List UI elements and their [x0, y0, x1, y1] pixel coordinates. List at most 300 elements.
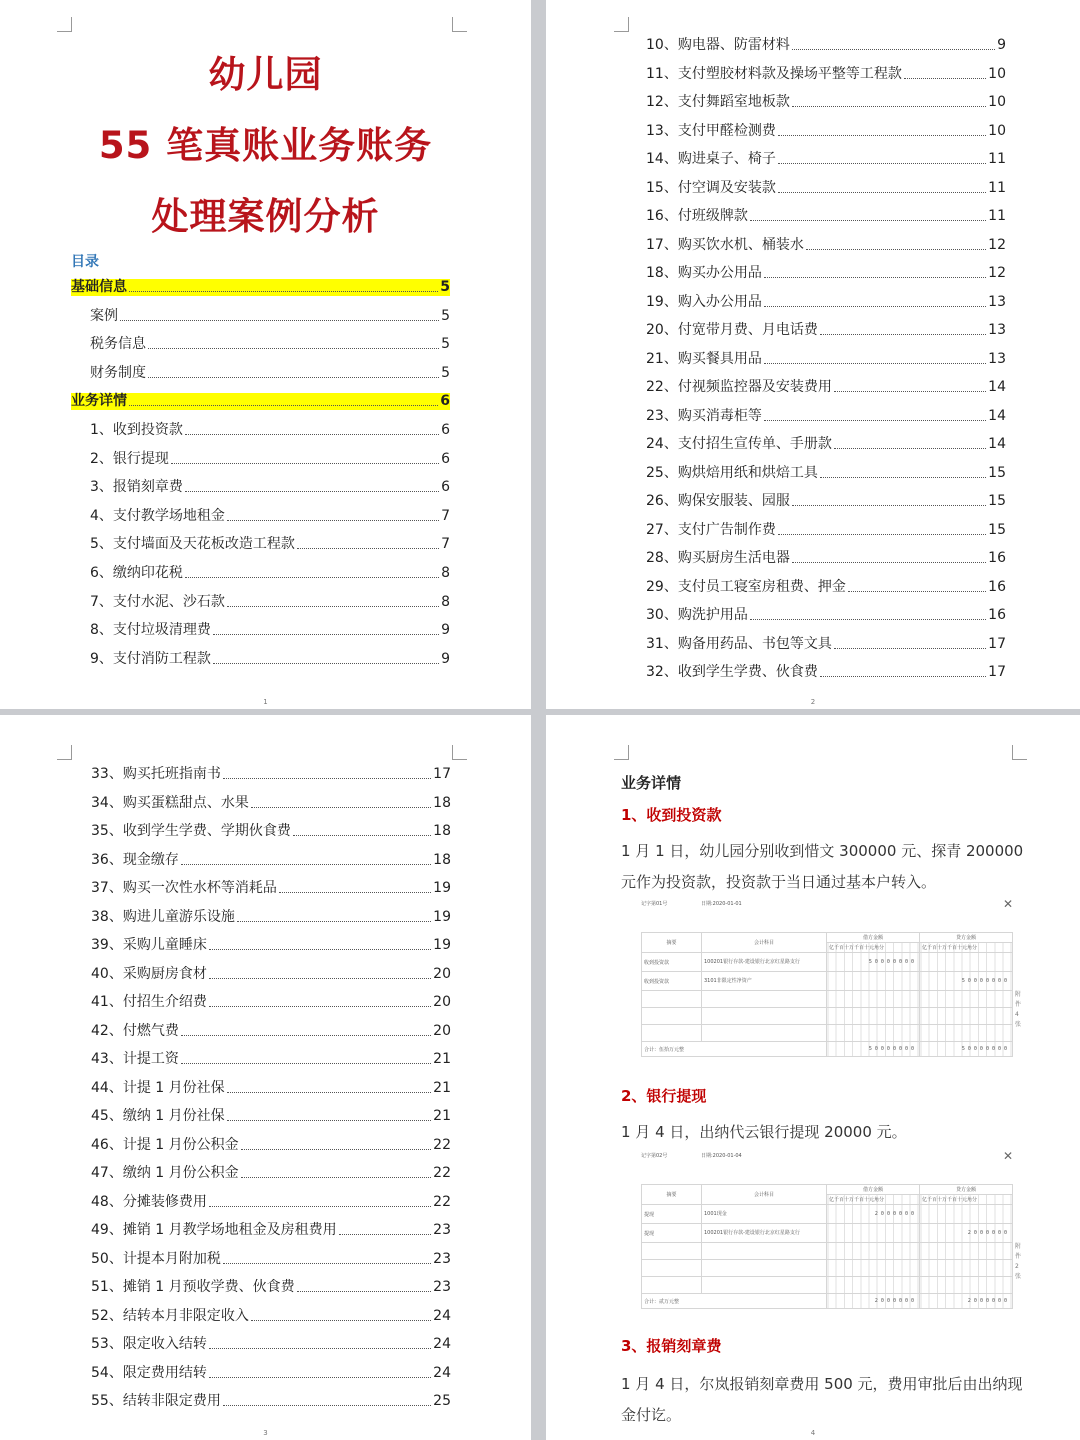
toc-dot-leader [227, 520, 439, 521]
toc-dot-leader [171, 463, 439, 464]
toc-dot-leader [764, 277, 986, 278]
section-paragraph [621, 1117, 1041, 1148]
toc-dot-leader [251, 1320, 431, 1321]
toc-dot-leader [792, 562, 986, 563]
toc-entry-page-number: 24 [433, 1364, 451, 1381]
voucher-blank-cell [920, 1260, 1013, 1277]
toc-entry-title: 7、支付水泥、沙石款 [90, 593, 225, 610]
voucher-summary: 收到投资款 [642, 953, 702, 972]
toc-entry[interactable] [90, 308, 450, 325]
toc-entry-title: 1、收到投资款 [90, 422, 183, 438]
toc-dot-leader [904, 78, 986, 79]
voucher-debit [827, 972, 920, 991]
page-corner-mark [57, 745, 72, 760]
toc-entry[interactable] [91, 1023, 451, 1040]
toc-dot-leader [227, 1120, 432, 1121]
toc-dot-leader [209, 1348, 431, 1349]
voucher-blank-cell [827, 1277, 920, 1294]
close-icon[interactable]: ✕ [1002, 1149, 1013, 1163]
toc-entry-title: 15、付空调及安装款 [646, 179, 776, 196]
toc-entry-page-number: 22 [433, 1193, 451, 1210]
toc-entry-title: 21、购买餐具用品 [646, 350, 762, 367]
voucher-total-row [642, 1294, 1013, 1309]
toc-entry-title: 31、购备用药品、书包等文具 [646, 635, 832, 652]
page-corner-mark [57, 17, 72, 32]
debit-digit-header: 亿千百十万千百十元角分 [827, 1195, 920, 1205]
toc-entry-title: 51、摊销 1 月预收学费、伙食费 [91, 1279, 295, 1295]
toc-entry-page-number: 9 [997, 37, 1006, 53]
voucher-blank-cell [702, 1277, 827, 1294]
voucher-row [642, 953, 1013, 972]
toc-entry-title: 49、摊销 1 月教学场地租金及房租费用 [91, 1222, 337, 1238]
voucher-blank-cell [920, 1025, 1013, 1042]
toc-dot-leader [185, 491, 439, 492]
toc-entry[interactable] [646, 208, 1006, 225]
credit-digit-header: 亿千百十万千百十元角分 [920, 1195, 1013, 1205]
toc-entry[interactable] [646, 408, 1006, 425]
toc-dot-leader [834, 448, 986, 449]
toc-entry[interactable] [91, 937, 451, 954]
voucher-blank-cell [920, 1277, 1013, 1294]
toc-entry-title: 22、付视频监控器及安装费用 [646, 379, 832, 395]
toc-entry-title: 42、付燃气费 [91, 1022, 179, 1039]
toc-entry-title: 3、报销刻章费 [90, 479, 183, 496]
toc-entry-page-number: 7 [441, 536, 450, 553]
voucher-debit [827, 1224, 920, 1243]
toc-entry[interactable] [646, 550, 1006, 567]
voucher-account: 1001现金 [702, 1205, 827, 1224]
toc-entry[interactable] [646, 379, 1006, 396]
toc-entry-page-number: 22 [433, 1136, 451, 1153]
toc-dot-leader [181, 864, 431, 865]
toc-entry[interactable] [91, 1393, 451, 1410]
voucher-header [641, 1149, 1013, 1164]
toc-entry[interactable] [90, 651, 450, 668]
toc-entry-page-number: 11 [988, 208, 1006, 224]
toc-entry-title: 40、采购厨房食材 [91, 965, 207, 982]
toc-entry[interactable] [91, 966, 451, 983]
toc-dot-leader [778, 534, 986, 535]
toc-entry-page-number: 11 [988, 179, 1006, 196]
toc-dot-leader [820, 334, 986, 335]
page-corner-mark [614, 17, 629, 32]
voucher-account: 100201银行存款-建设银行北京红星路支行 [702, 1224, 827, 1243]
voucher-header [641, 897, 1013, 912]
toc-entry-page-number: 15 [988, 521, 1006, 538]
toc-dot-leader [820, 477, 986, 478]
section-paragraph [621, 836, 1041, 898]
toc-entry-page-number: 16 [988, 607, 1006, 623]
voucher-total-row [642, 1042, 1013, 1057]
toc-label: 目录 [71, 254, 99, 270]
page-number: 3 [263, 1429, 268, 1437]
column-summary: 摘要 [642, 933, 702, 953]
toc-entry-title: 13、支付甲醛检测费 [646, 122, 776, 139]
document-page-4 [546, 715, 1080, 1440]
toc-entry[interactable] [91, 823, 451, 840]
voucher-blank-cell [642, 1025, 702, 1042]
accounting-voucher [641, 1149, 1022, 1312]
toc-entry-page-number: 24 [433, 1307, 451, 1324]
toc-entry-page-number: 20 [433, 1022, 451, 1039]
credit-digit-header: 亿千百十万千百十元角分 [920, 943, 1013, 953]
toc-dot-leader [129, 405, 438, 406]
toc-entry-title: 35、收到学生学费、学期伙食费 [91, 823, 291, 839]
toc-entry-page-number: 20 [433, 994, 451, 1010]
toc-dot-leader [792, 106, 986, 107]
toc-entry-page-number: 19 [433, 937, 451, 953]
toc-entry[interactable] [90, 536, 450, 553]
section-title: 1、收到投资款 [621, 806, 722, 824]
toc-entry-page-number: 6 [441, 450, 450, 467]
toc-entry-page-number: 5 [441, 364, 450, 381]
toc-entry-page-number: 16 [988, 550, 1006, 566]
voucher-attachment-count: 附件4张 [1015, 991, 1022, 1028]
toc-entry[interactable] [90, 365, 450, 382]
toc-entry[interactable] [646, 436, 1006, 453]
toc-dot-leader [148, 348, 439, 349]
toc-entry-page-number: 18 [433, 823, 451, 839]
voucher-total-credit: 50000000 [920, 1042, 1013, 1057]
toc-entry-title: 17、购买饮水机、桶装水 [646, 236, 804, 253]
toc-dot-leader [764, 363, 986, 364]
toc-entry-page-number: 12 [988, 265, 1006, 281]
toc-entry[interactable] [91, 1308, 451, 1325]
toc-entry-title: 8、支付垃圾清理费 [90, 622, 211, 639]
toc-entry-page-number: 16 [988, 578, 1006, 595]
toc-entry-title: 33、购买托班指南书 [91, 766, 221, 782]
toc-entry-title: 12、支付舞蹈室地板款 [646, 94, 790, 110]
voucher-blank-row [642, 1243, 1013, 1260]
accounting-voucher [641, 897, 1022, 1060]
column-credit: 贷方金额 [920, 933, 1013, 943]
toc-entry[interactable] [646, 294, 1006, 311]
column-credit: 贷方金额 [920, 1185, 1013, 1195]
toc-dot-leader [293, 835, 431, 836]
toc-entry-page-number: 19 [433, 908, 451, 925]
toc-entry[interactable] [91, 1251, 451, 1268]
toc-entry-title: 19、购入办公用品 [646, 293, 762, 310]
toc-entry-title: 53、限定收入结转 [91, 1336, 207, 1352]
voucher-blank-cell [827, 1025, 920, 1042]
toc-entry-page-number: 10 [988, 65, 1006, 82]
toc-dot-leader [778, 163, 986, 164]
page-corner-mark [452, 745, 467, 760]
toc-entry[interactable] [91, 1222, 451, 1239]
voucher-blank-cell [642, 1277, 702, 1294]
toc-dot-leader [834, 391, 986, 392]
column-debit: 借方金额 [827, 933, 920, 943]
toc-entry-title: 28、购买厨房生活电器 [646, 550, 790, 566]
voucher-blank-row [642, 1260, 1013, 1277]
toc-entry[interactable] [646, 636, 1006, 653]
toc-entry[interactable] [646, 123, 1006, 140]
voucher-account: 100201银行存款-建设银行北京红星路支行 [702, 953, 827, 972]
toc-entry-title: 2、银行提现 [90, 450, 169, 467]
toc-entry[interactable] [90, 336, 450, 353]
toc-entry-title: 38、购进儿童游乐设施 [91, 908, 235, 925]
toc-entry-title: 29、支付员工寝室房租费、押金 [646, 578, 846, 595]
toc-dot-leader [148, 377, 439, 378]
voucher-account: 3101非限定性净资产 [702, 972, 827, 991]
toc-entry[interactable] [91, 1336, 451, 1353]
toc-entry-title: 24、支付招生宣传单、手册款 [646, 436, 832, 452]
toc-entry-page-number: 13 [988, 350, 1006, 367]
toc-dot-leader [241, 1177, 432, 1178]
column-account: 会计科目 [702, 933, 827, 953]
paragraph-line: 1 月 1 日，幼儿园分别收到惜文 300000 元、探青 200000 [621, 842, 1024, 860]
page-corner-mark [1012, 745, 1027, 760]
toc-entry[interactable] [71, 279, 450, 296]
toc-entry[interactable] [90, 565, 450, 582]
toc-entry-page-number: 13 [988, 293, 1006, 310]
toc-entry[interactable] [646, 322, 1006, 339]
toc-entry-page-number: 22 [433, 1165, 451, 1181]
toc-dot-leader [297, 1291, 432, 1292]
toc-entry[interactable] [90, 422, 450, 439]
voucher-total-debit: 2000000 [827, 1294, 920, 1309]
paragraph-line: 元作为投资款，投资款于当日通过基本户转入。 [621, 873, 937, 891]
toc-entry[interactable] [646, 180, 1006, 197]
toc-dot-leader [820, 676, 986, 677]
toc-entry-title: 39、采购儿童睡床 [91, 937, 207, 953]
toc-dot-leader [251, 807, 431, 808]
toc-entry[interactable] [90, 508, 450, 525]
toc-entry-title: 23、购买消毒柜等 [646, 407, 762, 424]
toc-entry-page-number: 21 [433, 1051, 451, 1067]
toc-entry[interactable] [646, 151, 1006, 168]
voucher-attachment-count: 附件2张 [1015, 1243, 1022, 1280]
toc-entry-page-number: 5 [441, 336, 450, 353]
toc-entry-title: 财务制度 [90, 364, 146, 381]
voucher-credit: 50000000 [920, 972, 1013, 991]
toc-dot-leader [185, 577, 439, 578]
toc-entry-page-number: 24 [433, 1336, 451, 1352]
voucher-blank-cell [702, 1008, 827, 1025]
toc-entry[interactable] [91, 994, 451, 1011]
voucher-blank-row [642, 1008, 1013, 1025]
toc-dot-leader [778, 192, 986, 193]
voucher-blank-cell [702, 1260, 827, 1277]
toc-entry-page-number: 9 [441, 650, 450, 667]
voucher-number: 记字第02号 [641, 1153, 668, 1159]
toc-dot-leader [834, 648, 986, 649]
toc-entry-page-number: 21 [433, 1079, 451, 1096]
toc-dot-leader [120, 320, 439, 321]
toc-entry-title: 基础信息 [71, 279, 127, 295]
toc-dot-leader [223, 1405, 431, 1406]
voucher-debit: 50000000 [827, 953, 920, 972]
toc-dot-leader [339, 1234, 432, 1235]
toc-entry[interactable] [646, 493, 1006, 510]
toc-entry[interactable] [91, 1165, 451, 1182]
toc-entry[interactable] [646, 522, 1006, 539]
toc-entry-title: 37、购买一次性水杯等消耗品 [91, 880, 277, 896]
section-heading: 业务详情 [621, 774, 682, 792]
toc-entry-page-number: 6 [441, 479, 450, 496]
voucher-total-label: 合计：贰万元整 [642, 1294, 827, 1309]
voucher-date: 日期:2020-01-04 [701, 1153, 742, 1159]
toc-entry[interactable] [90, 451, 450, 468]
toc-entry-page-number: 23 [433, 1222, 451, 1238]
toc-entry[interactable] [91, 880, 451, 897]
toc-dot-leader [209, 1206, 431, 1207]
toc-dot-leader [237, 921, 431, 922]
voucher-blank-cell [702, 1025, 827, 1042]
toc-dot-leader [181, 1035, 431, 1036]
toc-entry[interactable] [646, 237, 1006, 254]
toc-entry-page-number: 9 [441, 622, 450, 639]
toc-entry-title: 47、缴纳 1 月份公积金 [91, 1165, 239, 1181]
toc-dot-leader [223, 1263, 431, 1264]
toc-entry[interactable] [646, 351, 1006, 368]
toc-entry[interactable] [91, 1279, 451, 1296]
toc-dot-leader [209, 949, 431, 950]
toc-entry-page-number: 18 [433, 851, 451, 868]
toc-entry[interactable] [91, 1194, 451, 1211]
toc-entry-title: 54、限定费用结转 [91, 1364, 207, 1381]
document-page-2 [546, 0, 1080, 709]
toc-dot-leader [213, 634, 439, 635]
toc-entry-page-number: 15 [988, 493, 1006, 509]
toc-dot-leader [209, 1377, 431, 1378]
toc-entry[interactable] [90, 594, 450, 611]
toc-entry-page-number: 15 [988, 464, 1006, 481]
toc-dot-leader [209, 1006, 431, 1007]
voucher-credit [920, 953, 1013, 972]
voucher-blank-row [642, 1025, 1013, 1042]
toc-entry[interactable] [646, 579, 1006, 596]
toc-dot-leader [778, 135, 986, 136]
toc-dot-leader [297, 548, 439, 549]
toc-entry-page-number: 6 [441, 422, 450, 438]
voucher-credit [920, 1205, 1013, 1224]
toc-entry-page-number: 25 [433, 1393, 451, 1409]
document-title-line-3: 处理案例分析 [151, 195, 380, 238]
voucher-header-row [642, 1185, 1013, 1195]
toc-entry-title: 52、结转本月非限定收入 [91, 1307, 249, 1324]
page-number: 1 [263, 698, 268, 706]
toc-dot-leader [279, 892, 431, 893]
column-summary: 摘要 [642, 1185, 702, 1205]
toc-dot-leader [209, 978, 431, 979]
toc-entry[interactable] [71, 393, 450, 410]
toc-entry-page-number: 21 [433, 1108, 451, 1124]
voucher-blank-cell [642, 991, 702, 1008]
toc-dot-leader [806, 249, 986, 250]
voucher-blank-cell [920, 991, 1013, 1008]
toc-entry-page-number: 19 [433, 880, 451, 896]
toc-entry-title: 9、支付消防工程款 [90, 650, 211, 667]
voucher-blank-cell [827, 991, 920, 1008]
toc-dot-leader [227, 1092, 432, 1093]
toc-entry[interactable] [91, 852, 451, 869]
toc-entry[interactable] [91, 1365, 451, 1382]
toc-entry-page-number: 20 [433, 965, 451, 982]
toc-entry-page-number: 17 [988, 664, 1006, 680]
toc-entry[interactable] [646, 265, 1006, 282]
voucher-blank-cell [827, 1243, 920, 1260]
toc-entry[interactable] [91, 1051, 451, 1068]
toc-entry-page-number: 5 [440, 279, 450, 295]
toc-dot-leader [241, 1149, 432, 1150]
toc-entry[interactable] [91, 1108, 451, 1125]
toc-entry-page-number: 5 [441, 307, 450, 324]
voucher-summary: 收到投资款 [642, 972, 702, 991]
voucher-row [642, 1224, 1013, 1243]
toc-entry-title: 43、计提工资 [91, 1051, 179, 1067]
page-corner-mark [452, 17, 467, 32]
voucher-total-debit: 50000000 [827, 1042, 920, 1057]
toc-dot-leader [792, 505, 986, 506]
voucher-credit: 2000000 [920, 1224, 1013, 1243]
toc-entry[interactable] [91, 1137, 451, 1154]
toc-entry-title: 50、计提本月附加税 [91, 1250, 221, 1267]
toc-entry-title: 30、购洗护用品 [646, 607, 748, 623]
toc-entry-title: 55、结转非限定费用 [91, 1393, 221, 1409]
voucher-blank-cell [642, 1008, 702, 1025]
paragraph-line: 1 月 4 日，尔岚报销刻章费用 500 元，费用审批后由出纳现 [621, 1375, 1023, 1393]
toc-entry[interactable] [646, 607, 1006, 624]
toc-dot-leader [750, 220, 986, 221]
toc-dot-leader [792, 49, 995, 50]
voucher-blank-cell [827, 1260, 920, 1277]
toc-entry[interactable] [646, 94, 1006, 111]
toc-dot-leader [185, 434, 439, 435]
voucher-table [641, 1184, 1013, 1309]
toc-entry[interactable] [91, 1080, 451, 1097]
toc-entry-page-number: 23 [433, 1279, 451, 1295]
toc-entry[interactable] [91, 909, 451, 926]
toc-dot-leader [764, 306, 986, 307]
toc-entry[interactable] [646, 664, 1006, 681]
toc-dot-leader [181, 1063, 431, 1064]
toc-entry[interactable] [91, 795, 451, 812]
voucher-blank-cell [642, 1260, 702, 1277]
toc-entry[interactable] [90, 479, 450, 496]
toc-entry-title: 25、购烘焙用纸和烘焙工具 [646, 464, 818, 481]
toc-entry[interactable] [90, 622, 450, 639]
toc-entry[interactable] [646, 37, 1006, 54]
toc-entry-title: 34、购买蛋糕甜点、水果 [91, 794, 249, 811]
toc-dot-leader [764, 420, 986, 421]
voucher-total-label: 合计：伍拾万元整 [642, 1042, 827, 1057]
voucher-blank-cell [642, 1243, 702, 1260]
voucher-summary: 提现 [642, 1224, 702, 1243]
voucher-summary: 提现 [642, 1205, 702, 1224]
toc-entry-page-number: 13 [988, 322, 1006, 338]
toc-entry-page-number: 14 [988, 436, 1006, 452]
document-page-1 [0, 0, 531, 709]
toc-entry[interactable] [646, 465, 1006, 482]
document-page-3 [0, 715, 531, 1440]
toc-entry-title: 20、付宽带月费、月电话费 [646, 322, 818, 338]
column-debit: 借方金额 [827, 1185, 920, 1195]
toc-entry[interactable] [91, 766, 451, 783]
voucher-blank-cell [702, 1243, 827, 1260]
toc-entry-page-number: 17 [433, 766, 451, 782]
close-icon[interactable]: ✕ [1002, 897, 1013, 911]
toc-entry-title: 11、支付塑胶材料款及操场平整等工程款 [646, 65, 902, 82]
toc-entry-title: 业务详情 [71, 393, 127, 410]
voucher-blank-cell [702, 991, 827, 1008]
page-corner-mark [614, 745, 629, 760]
toc-entry-page-number: 10 [988, 94, 1006, 110]
toc-entry-page-number: 14 [988, 407, 1006, 424]
toc-entry-title: 44、计提 1 月份社保 [91, 1079, 225, 1096]
voucher-blank-row [642, 1277, 1013, 1294]
toc-entry[interactable] [646, 66, 1006, 83]
